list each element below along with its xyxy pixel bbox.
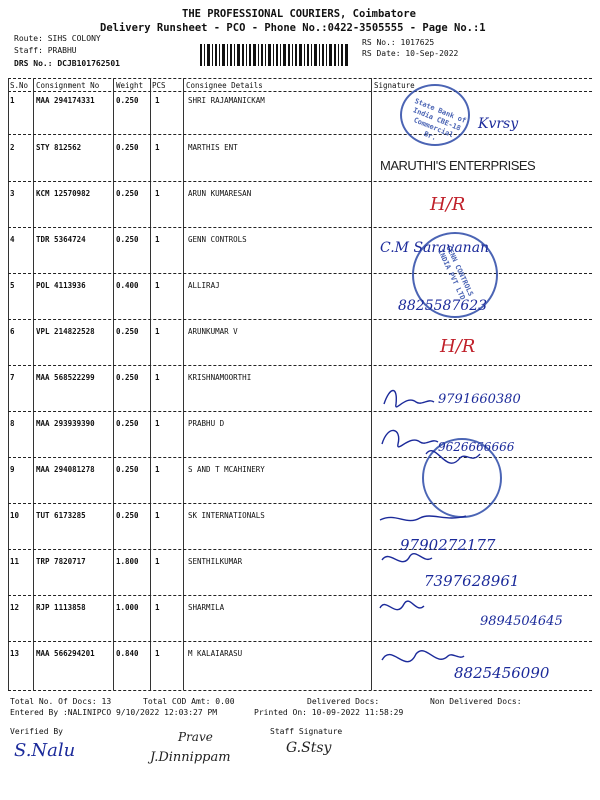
signature-scribbles bbox=[376, 384, 596, 694]
cell-consignee: S AND T MCAHINERY bbox=[188, 465, 265, 474]
row-divider bbox=[8, 273, 592, 274]
cell-pcs: 1 bbox=[155, 465, 160, 474]
signature-1: Kvrsy bbox=[478, 116, 519, 132]
col-divider bbox=[113, 78, 114, 690]
cell-weight: 0.250 bbox=[116, 373, 139, 382]
route-label: Route: SIHS COLONY bbox=[14, 34, 101, 43]
cell-sno: 7 bbox=[10, 373, 15, 382]
cell-consignee: KRISHNAMOORTHI bbox=[188, 373, 252, 382]
signature-2: MARUTHI'S ENTERPRISES bbox=[380, 158, 536, 173]
cell-consignment: KCM 12570982 bbox=[36, 189, 91, 198]
col-header-consignee: Consignee Details bbox=[186, 81, 263, 90]
signature-10: 9790272177 bbox=[400, 536, 496, 554]
cell-sno: 1 bbox=[10, 96, 15, 105]
total-docs: Total No. Of Docs: 13 bbox=[10, 697, 112, 706]
col-header-pcs: PCS bbox=[152, 81, 166, 90]
col-header-signature: Signature bbox=[374, 81, 415, 90]
header-bottom-rule bbox=[8, 91, 592, 92]
cell-weight: 0.250 bbox=[116, 96, 139, 105]
cell-consignment: TDR 5364724 bbox=[36, 235, 86, 244]
bank-stamp-text: State Bank of India CBE-18 Commercial Br. bbox=[411, 97, 468, 143]
signature-7: 9791660380 bbox=[438, 392, 521, 407]
row-divider bbox=[8, 181, 592, 182]
col-header-consignment: Consignment No bbox=[36, 81, 100, 90]
cell-consignee: M KALAIARASU bbox=[188, 649, 243, 658]
bank-stamp bbox=[400, 84, 470, 146]
cell-weight: 0.840 bbox=[116, 649, 139, 658]
cell-pcs: 1 bbox=[155, 511, 160, 520]
signature-3: H/R bbox=[430, 194, 466, 215]
cell-pcs: 1 bbox=[155, 96, 160, 105]
drs-number: DRS No.: DCJB101762501 bbox=[14, 59, 120, 68]
cell-pcs: 1 bbox=[155, 189, 160, 198]
cell-weight: 0.250 bbox=[116, 511, 139, 520]
cell-consignee: SENTHILKUMAR bbox=[188, 557, 243, 566]
cell-weight: 0.250 bbox=[116, 235, 139, 244]
staff-signature-b: J.Dinnippam bbox=[150, 750, 231, 765]
cell-consignee: ALLIRAJ bbox=[188, 281, 220, 290]
staff-signature-label: Staff Signature bbox=[270, 727, 343, 736]
cell-weight: 1.800 bbox=[116, 557, 139, 566]
cell-consignment: STY 812562 bbox=[36, 143, 82, 152]
verified-signature: S.Nalu bbox=[14, 740, 76, 761]
col-divider bbox=[33, 78, 34, 690]
col-header-weight: Weight bbox=[116, 81, 144, 90]
cell-consignee: SHARMILA bbox=[188, 603, 225, 612]
cell-consignment: MAA 294081278 bbox=[36, 465, 95, 474]
cell-sno: 10 bbox=[10, 511, 20, 520]
cell-pcs: 1 bbox=[155, 281, 160, 290]
signature-12: 9894504645 bbox=[480, 614, 563, 629]
row-divider bbox=[8, 365, 592, 366]
cell-consignee: ARUNKUMAR V bbox=[188, 327, 238, 336]
cell-weight: 0.250 bbox=[116, 327, 139, 336]
barcode-image bbox=[200, 44, 350, 66]
cell-weight: 0.250 bbox=[116, 189, 139, 198]
signature-5: 8825587623 bbox=[398, 298, 488, 314]
cell-consignment: TUT 6173285 bbox=[36, 511, 86, 520]
staff-label: Staff: PRABHU bbox=[14, 46, 77, 55]
cell-pcs: 1 bbox=[155, 419, 160, 428]
cell-sno: 9 bbox=[10, 465, 15, 474]
cell-pcs: 1 bbox=[155, 327, 160, 336]
signature-11: 7397628961 bbox=[424, 572, 520, 590]
signature-8: 9626666666 bbox=[438, 440, 515, 454]
cell-sno: 6 bbox=[10, 327, 15, 336]
cell-consignee: PRABHU D bbox=[188, 419, 225, 428]
rs-date: RS Date: 10-Sep-2022 bbox=[362, 49, 459, 58]
cell-consignment: RJP 1113858 bbox=[36, 603, 86, 612]
signature-13: 8825456090 bbox=[454, 664, 550, 682]
cell-weight: 0.250 bbox=[116, 465, 139, 474]
col-divider bbox=[371, 78, 372, 690]
document-subtitle: Delivery Runsheet - PCO - Phone No.:0422-3505555 - Page No.:1 bbox=[100, 22, 486, 34]
table-top-rule bbox=[8, 78, 592, 79]
cell-sno: 5 bbox=[10, 281, 15, 290]
col-header-sno: S.No bbox=[10, 81, 29, 90]
staff-signature-a: Prave bbox=[178, 730, 213, 744]
total-cod: Total COD Amt: 0.00 bbox=[143, 697, 235, 706]
rs-number: RS No.: 1017625 bbox=[362, 38, 435, 47]
cell-consignee: GENN CONTROLS bbox=[188, 235, 247, 244]
row-divider bbox=[8, 134, 592, 135]
cell-consignment: MAA 566294201 bbox=[36, 649, 95, 658]
printed-on: Printed On: 10-09-2022 11:58:29 bbox=[254, 708, 404, 717]
cell-sno: 12 bbox=[10, 603, 20, 612]
cell-weight: 0.250 bbox=[116, 419, 139, 428]
cell-consignment: MAA 568522299 bbox=[36, 373, 95, 382]
non-delivered-docs: Non Delivered Docs: bbox=[430, 697, 522, 706]
cell-weight: 0.400 bbox=[116, 281, 139, 290]
cell-pcs: 1 bbox=[155, 373, 160, 382]
table-bottom-rule bbox=[8, 690, 592, 691]
cell-consignment: MAA 294174331 bbox=[36, 96, 95, 105]
cell-consignment: VPL 214822528 bbox=[36, 327, 95, 336]
staff-signature-c: G.Stsy bbox=[286, 740, 332, 756]
row-divider bbox=[8, 227, 592, 228]
cell-sno: 11 bbox=[10, 557, 20, 566]
signature-6: H/R bbox=[440, 336, 476, 357]
cell-sno: 8 bbox=[10, 419, 15, 428]
col-divider bbox=[183, 78, 184, 690]
cell-pcs: 1 bbox=[155, 649, 160, 658]
cell-sno: 2 bbox=[10, 143, 15, 152]
cell-pcs: 1 bbox=[155, 557, 160, 566]
cell-sno: 13 bbox=[10, 649, 20, 658]
verified-by-label: Verified By bbox=[10, 727, 63, 736]
cell-consignment: POL 4113936 bbox=[36, 281, 86, 290]
cell-pcs: 1 bbox=[155, 235, 160, 244]
col-divider bbox=[8, 78, 9, 690]
cell-weight: 1.000 bbox=[116, 603, 139, 612]
cell-consignment: MAA 293939390 bbox=[36, 419, 95, 428]
delivered-docs: Delivered Docs: bbox=[307, 697, 380, 706]
cell-pcs: 1 bbox=[155, 143, 160, 152]
cell-weight: 0.250 bbox=[116, 143, 139, 152]
cell-consignee: ARUN KUMARESAN bbox=[188, 189, 252, 198]
cell-sno: 3 bbox=[10, 189, 15, 198]
cell-consignee: MARTHIS ENT bbox=[188, 143, 238, 152]
col-divider bbox=[150, 78, 151, 690]
cell-consignee: SHRI RAJAMANICKAM bbox=[188, 96, 265, 105]
entered-by: Entered By :NALINIPCO 9/10/2022 12:03:27 PM bbox=[10, 708, 218, 717]
cell-consignee: SK INTERNATIONALS bbox=[188, 511, 265, 520]
cell-sno: 4 bbox=[10, 235, 15, 244]
cell-consignment: TRP 7820717 bbox=[36, 557, 86, 566]
row-divider bbox=[8, 319, 592, 320]
company-stamp-text: GENN CONTROLS INDIA PVT LTD bbox=[436, 244, 475, 302]
document-title: THE PROFESSIONAL COURIERS, Coimbatore bbox=[182, 8, 416, 20]
cell-pcs: 1 bbox=[155, 603, 160, 612]
signature-4: C.M Saravanan bbox=[380, 240, 490, 256]
